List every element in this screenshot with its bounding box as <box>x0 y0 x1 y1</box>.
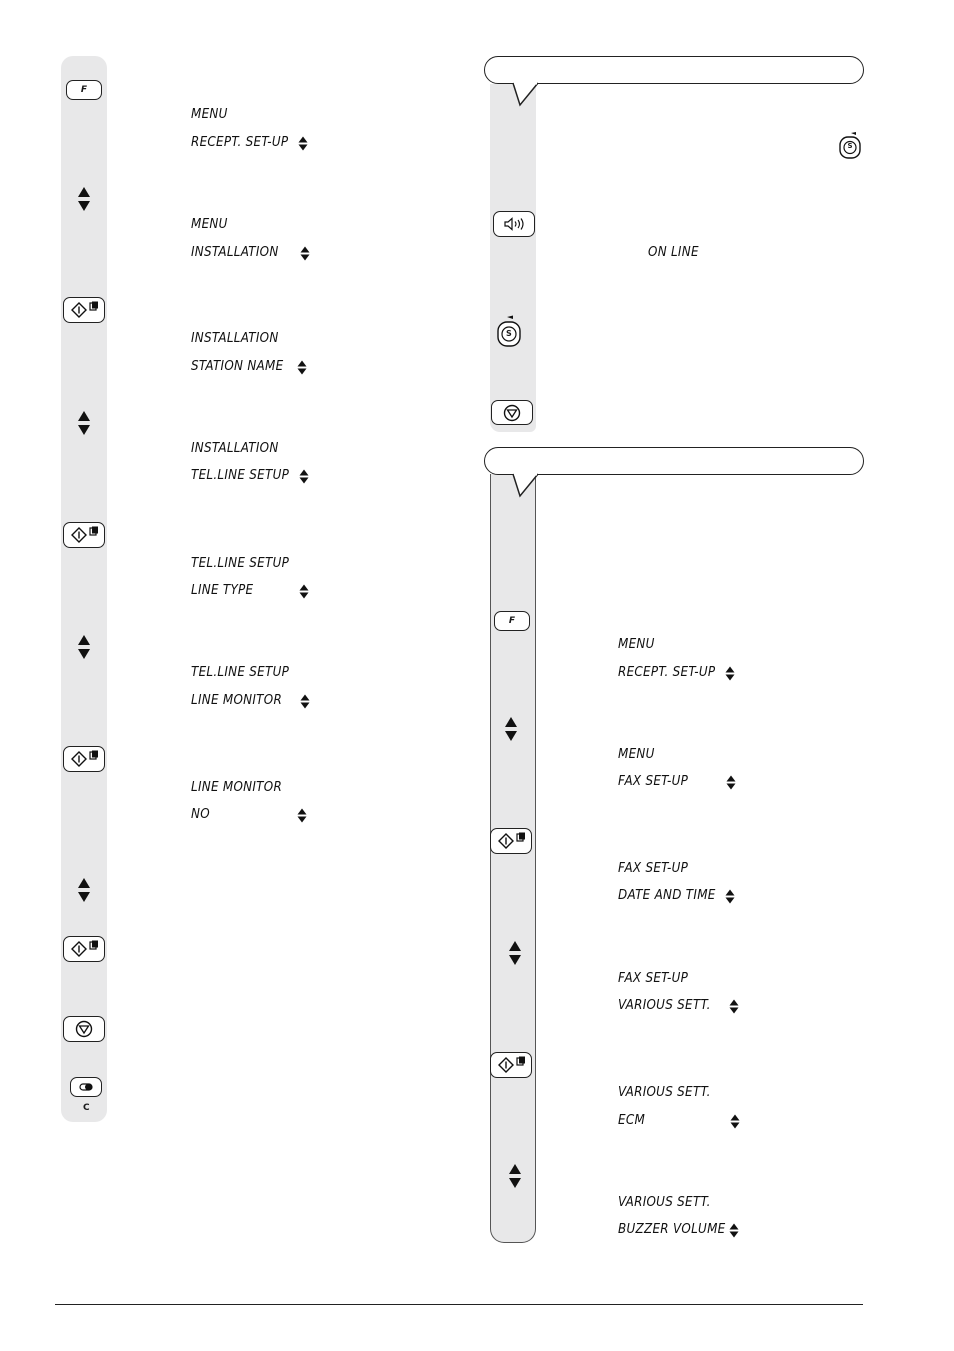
start-copy-key[interactable] <box>490 1052 532 1078</box>
start-copy-key-icon <box>66 525 102 545</box>
lcd-line1: TEL.LINE SETUP <box>191 665 290 680</box>
scroll-arrows-icon[interactable] <box>77 877 91 903</box>
left-key-strip <box>61 56 107 1122</box>
start-copy-key[interactable] <box>63 522 105 548</box>
start-copy-key-icon <box>493 831 529 851</box>
clear-key-icon <box>79 1083 93 1091</box>
start-copy-key[interactable] <box>490 828 532 854</box>
lcd-line2: LINE TYPE <box>191 583 254 598</box>
scroll-indicator-icon <box>730 1114 740 1129</box>
lcd-line2: FAX SET-UP <box>618 774 689 789</box>
lcd-line1: VARIOUS SETT. <box>618 1085 711 1100</box>
speed-dial-key[interactable]: S <box>838 131 862 161</box>
lcd-line2: RECEPT. SET-UP <box>618 665 716 680</box>
scroll-indicator-icon <box>729 999 739 1014</box>
lcd-line2: BUZZER VOLUME <box>618 1222 726 1237</box>
speed-dial-key[interactable]: S <box>497 314 521 348</box>
scroll-arrows-icon[interactable] <box>508 940 522 966</box>
start-copy-key[interactable] <box>63 936 105 962</box>
function-key[interactable] <box>66 80 102 100</box>
scroll-indicator-icon <box>725 889 735 904</box>
scroll-indicator-icon <box>299 469 309 484</box>
scroll-arrows-icon[interactable] <box>77 634 91 660</box>
lcd-line1: LINE MONITOR <box>191 780 283 795</box>
stop-key-icon <box>74 1019 94 1039</box>
stop-key[interactable] <box>491 400 533 425</box>
scroll-indicator-icon <box>300 246 310 261</box>
lcd-line1: VARIOUS SETT. <box>618 1195 711 1210</box>
lcd-line1: MENU <box>618 747 655 762</box>
start-copy-key-icon <box>66 300 102 320</box>
scroll-indicator-icon <box>297 360 307 375</box>
stop-key[interactable] <box>63 1016 105 1042</box>
scroll-indicator-icon <box>297 808 307 823</box>
lcd-line2: LINE MONITOR <box>191 693 283 708</box>
lcd-line1: MENU <box>618 637 655 652</box>
lcd-line2: INSTALLATION <box>191 245 279 260</box>
start-copy-key[interactable] <box>63 746 105 772</box>
scroll-arrows-icon[interactable] <box>504 716 518 742</box>
lcd-line1: TEL.LINE SETUP <box>191 556 290 571</box>
right-bottom-key-strip <box>490 474 536 1243</box>
scroll-arrows-icon[interactable] <box>508 1163 522 1189</box>
bubble-tail <box>508 473 548 499</box>
footer-rule <box>55 1304 863 1305</box>
function-key-icon: F <box>508 616 516 626</box>
lcd-line2: DATE AND TIME <box>618 888 716 903</box>
start-copy-key-icon <box>66 749 102 769</box>
lcd-line2: VARIOUS SETT. <box>618 998 711 1013</box>
lcd-line1: INSTALLATION <box>191 441 279 456</box>
lcd-line1: FAX SET-UP <box>618 861 689 876</box>
note-bubble <box>484 56 864 84</box>
bubble-tail <box>508 82 548 108</box>
function-key[interactable] <box>494 611 530 631</box>
lcd-line2: STATION NAME <box>191 359 284 374</box>
clear-key[interactable] <box>70 1077 102 1097</box>
start-copy-key[interactable] <box>63 297 105 323</box>
scroll-arrows-icon[interactable] <box>77 410 91 436</box>
right-top-key-strip <box>490 84 536 432</box>
function-key-icon: F <box>80 85 88 95</box>
lcd-line2: NO <box>191 807 210 822</box>
lcd-line2: ECM <box>618 1113 646 1128</box>
clear-key-label: C <box>83 1103 90 1113</box>
scroll-indicator-icon <box>725 666 735 681</box>
scroll-indicator-icon <box>726 775 736 790</box>
lcd-line1: INSTALLATION <box>191 331 279 346</box>
scroll-indicator-icon <box>298 136 308 151</box>
scroll-indicator-icon <box>300 694 310 709</box>
lcd-line1: MENU <box>191 107 228 122</box>
start-copy-key-icon <box>493 1055 529 1075</box>
stop-key-icon <box>502 403 522 423</box>
note-bubble <box>484 447 864 475</box>
scroll-indicator-icon <box>729 1223 739 1238</box>
lcd-line1: FAX SET-UP <box>618 971 689 986</box>
lcd-line2: RECEPT. SET-UP <box>191 135 289 150</box>
speaker-key-icon <box>501 216 527 232</box>
start-copy-key-icon <box>66 939 102 959</box>
display-status: ON LINE <box>648 245 699 260</box>
scroll-indicator-icon <box>299 584 309 599</box>
speaker-key[interactable] <box>493 211 535 237</box>
scroll-arrows-icon[interactable] <box>77 186 91 212</box>
lcd-line2: TEL.LINE SETUP <box>191 468 290 483</box>
lcd-line1: MENU <box>191 217 228 232</box>
